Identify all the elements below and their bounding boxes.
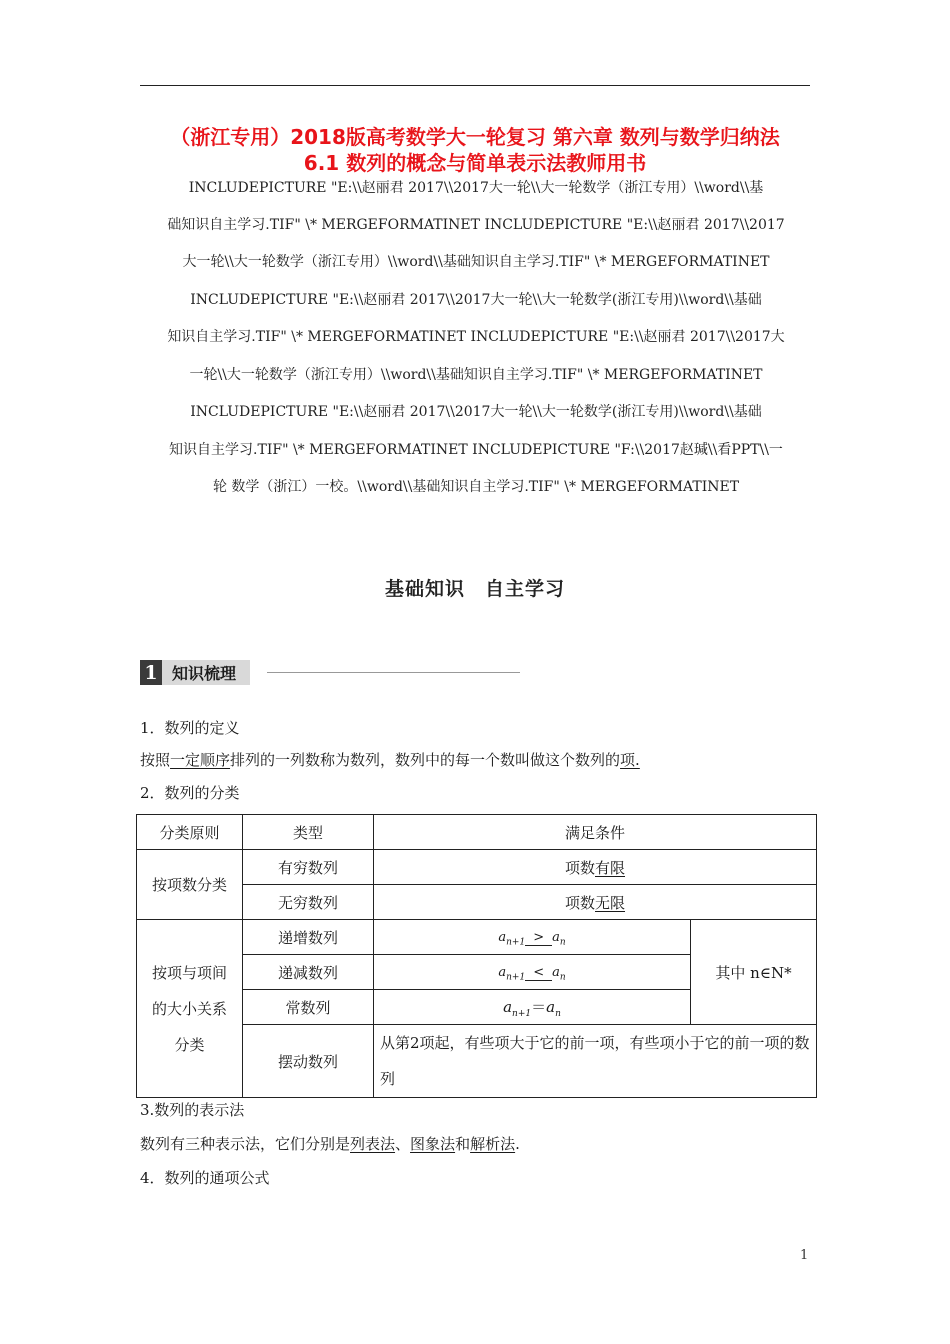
section-heading: 基础知识 自主学习 [384, 578, 565, 600]
s1-text: 排列的一列数称为数列，数列中的每一个数叫做这个数列的 [230, 751, 621, 769]
field-code-line: 轮 数学（浙江）一校。\\word\\基础知识自主学习.TIF" \* MERGEFORMATINET [212, 479, 740, 495]
s2-heading: 2．数列的分类 [140, 784, 240, 802]
table-type-cell: 摆动数列 [243, 1025, 374, 1098]
blank-answer: < [525, 965, 552, 981]
table-group-cell: 按项数分类 [137, 850, 243, 920]
math-subscript: n [559, 937, 566, 948]
table-condition-cell [374, 850, 817, 885]
math-var: a [552, 929, 560, 945]
field-code-line: INCLUDEPICTURE "E:\\赵丽君 2017\\2017大一轮\\大一轮数学(浙江专用)\\word\\基础 [190, 404, 762, 420]
badge-divider [267, 672, 520, 673]
table-condition-cell: 从第2项起，有些项大于它的前一项，有些项小于它的前一项的数列 [374, 1025, 817, 1098]
blank-answer: 有限 [595, 858, 626, 877]
table-header-cell: 分类原则 [137, 815, 243, 850]
table-row [137, 850, 817, 885]
knowledge-badge [140, 660, 250, 685]
table-type-cell: 有穷数列 [243, 850, 374, 885]
classification-table [136, 814, 817, 1098]
field-code-line: 一轮\\大一轮数学（浙江专用）\\word\\基础知识自主学习.TIF" \* MERGEFORMATINET [189, 367, 763, 383]
s1-heading: 1．数列的定义 [140, 719, 240, 737]
field-code-line: 础知识自主学习.TIF" \* MERGEFORMATINET INCLUDEPICTURE "E:\\赵丽君 2017\\2017 [167, 217, 785, 233]
table-type-cell: 递增数列 [243, 920, 374, 955]
math-subscript: n [559, 972, 566, 983]
blank-answer: 图象法 [410, 1135, 456, 1153]
document-title-line-2: 6.1 数列的概念与简单表示法教师用书 [303, 151, 647, 175]
table-note-cell: 其中 n∈N* [691, 920, 817, 1025]
math-subscript: n+1 [506, 937, 526, 948]
math-subscript: n [555, 1008, 561, 1019]
formula [498, 964, 566, 983]
table-condition-cell [374, 990, 691, 1025]
table-type-cell: 常数列 [243, 990, 374, 1025]
math-operator: ＝ [531, 997, 547, 1016]
s3-text: 、 [395, 1135, 411, 1153]
table-row [137, 920, 817, 955]
group-label-line: 的大小关系 [151, 999, 227, 1018]
s1-paragraph [140, 749, 640, 771]
s3-text: 和 [455, 1135, 471, 1153]
math-subscript: n+1 [506, 972, 526, 983]
blank-answer: > [525, 930, 552, 946]
math-var: a [503, 997, 513, 1016]
s3-heading: 3.数列的表示法 [140, 1101, 245, 1119]
math-var: a [498, 929, 507, 945]
condition-text: 项数 [564, 858, 595, 877]
s4-heading: 4．数列的通项公式 [140, 1169, 270, 1187]
badge-number: 1 [140, 660, 162, 685]
math-var: a [546, 997, 556, 1016]
field-code-line: INCLUDEPICTURE "E:\\赵丽君 2017\\2017大一轮\\大一轮数学(浙江专用)\\word\\基础 [190, 292, 762, 308]
blank-answer: 项. [620, 751, 640, 769]
table-type-cell: 递减数列 [243, 955, 374, 990]
table-header-cell: 类型 [243, 815, 374, 850]
table-type-cell: 无穷数列 [243, 885, 374, 920]
blank-answer: 解析法 [470, 1135, 516, 1153]
s1-text: 按照 [140, 751, 171, 769]
math-subscript: n+1 [512, 1008, 532, 1019]
formula [503, 997, 561, 1019]
table-row [137, 815, 817, 850]
table-header-cell: 满足条件 [374, 815, 817, 850]
group-label-line: 按项与项间 [151, 963, 227, 982]
blank-answer: 无限 [595, 893, 626, 912]
table-condition-cell [374, 920, 691, 955]
math-var: a [498, 964, 507, 980]
math-var: a [552, 964, 560, 980]
header-rule [140, 85, 810, 86]
table-condition-cell [374, 955, 691, 990]
condition-text: 项数 [564, 893, 595, 912]
group-label-line: 分类 [174, 1035, 205, 1054]
document-title-line-1: （浙江专用）2018版高考数学大一轮复习 第六章 数列与数学归纳法 [170, 125, 780, 149]
field-code-line: 知识自主学习.TIF" \* MERGEFORMATINET INCLUDEPICTURE "F:\\2017赵瑊\\看PPT\\一 [169, 442, 783, 458]
table-condition-cell [374, 885, 817, 920]
formula [498, 929, 566, 948]
blank-answer: 列表法 [350, 1135, 396, 1153]
badge-label: 知识梳理 [162, 660, 250, 685]
blank-answer: 一定顺序 [170, 751, 231, 769]
field-code-line: 大一轮\\大一轮数学（浙江专用）\\word\\基础知识自主学习.TIF" \* MERGEFORMATINET [182, 254, 770, 270]
s3-text: . [515, 1135, 520, 1153]
s3-paragraph [140, 1133, 520, 1155]
page-number: 1 [800, 1248, 809, 1263]
field-code-line: INCLUDEPICTURE "E:\\赵丽君 2017\\2017大一轮\\大一轮数学（浙江专用）\\word\\基 [188, 180, 764, 196]
field-code-line: 知识自主学习.TIF" \* MERGEFORMATINET INCLUDEPICTURE "E:\\赵丽君 2017\\2017大 [167, 329, 785, 345]
s3-text: 数列有三种表示法，它们分别是 [140, 1135, 351, 1153]
table-group-cell [137, 920, 243, 1098]
